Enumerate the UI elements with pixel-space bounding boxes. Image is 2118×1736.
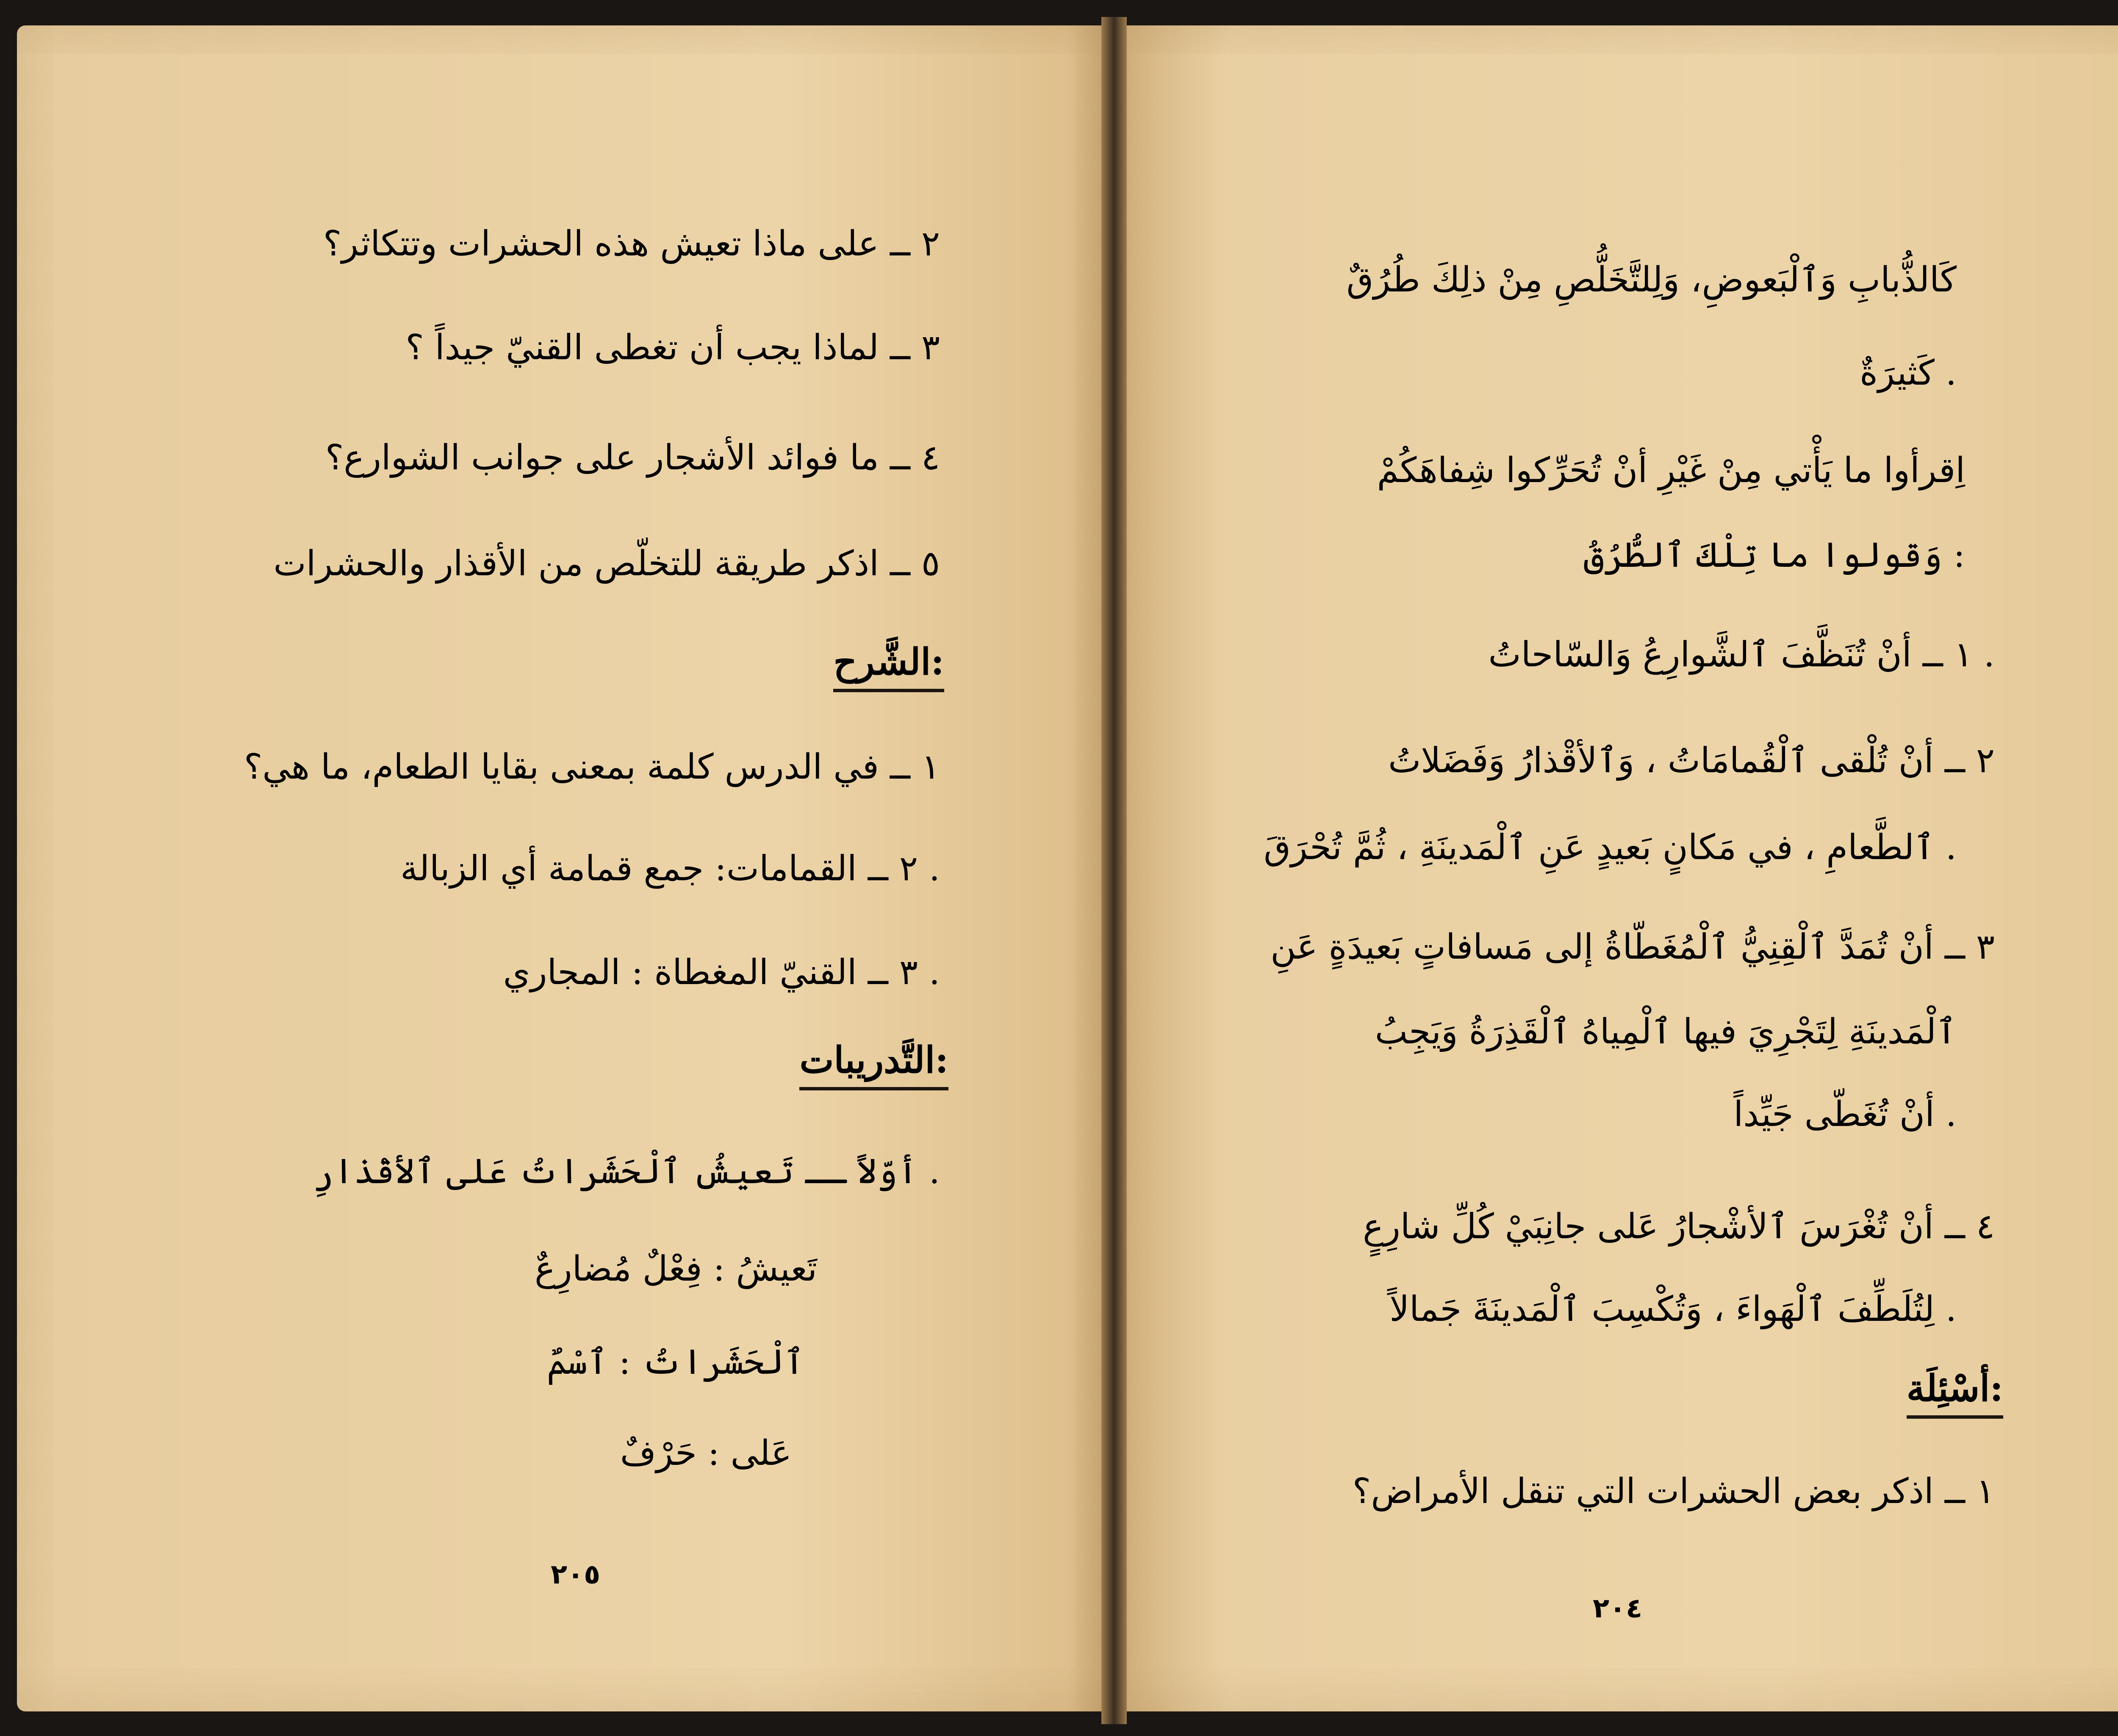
method-3-line-2: ٱلْمَدينَةِ لِتَجْرِيَ فيها ٱلْمِياهُ ٱلْقَذِرَةُ وَيَجِبُ bbox=[1375, 1012, 1957, 1052]
left-question-3: ٣ ــ لماذا يجب أن تغطى القنيّ جيداً ؟ bbox=[405, 327, 940, 368]
right-page-number: ٢٠٤ bbox=[1593, 1593, 1643, 1624]
parsing-line-1: تَعيشُ : فِعْلٌ مُضارِعٌ bbox=[535, 1249, 817, 1289]
method-1: ١ ــ أنْ تُنَظَّفَ ٱلشَّوارِعُ وَالسّاحاتُ . bbox=[1488, 635, 1995, 675]
intro-line-1: كَالذُّبابِ وَٱلْبَعوضِ، وَلِلتَّخَلُّصِ مِنْ ذلِكَ طُرُقٌ bbox=[1346, 260, 1957, 300]
parsing-line-3: عَلى : حَرْفٌ bbox=[620, 1433, 792, 1473]
left-question-2: ٢ ــ على ماذا تعيش هذه الحشرات وتتكاثر؟ bbox=[323, 224, 940, 264]
method-3-line-1: ٣ ــ أنْ تُمَدَّ ٱلْقِنِيُّ ٱلْمُغَطّاةُ إلى مَسافاتٍ بَعيدَةٍ عَنِ bbox=[1270, 927, 1995, 967]
questions-heading: أسْئِلَة: bbox=[1907, 1370, 2003, 1419]
left-page-number: ٢٠٥ bbox=[551, 1559, 601, 1590]
parsing-line-2: ٱلْحَشَراتُ : ٱسْمٌ bbox=[546, 1342, 804, 1382]
method-2-line-2: ٱلطَّعامِ ، في مَكانٍ بَعيدٍ عَنِ ٱلْمَدينَةِ ، ثُمَّ تُحْرَقَ . bbox=[1264, 827, 1957, 868]
method-4-line-1: ٤ ــ أنْ تُغْرَسَ ٱلأشْجارُ عَلى جانِبَيْ كُلِّ شارِعٍ bbox=[1363, 1206, 1995, 1247]
method-2-line-1: ٢ ــ أنْ تُلْقى ٱلْقُمامَاتُ ، وَٱلأقْذارُ وَفَضَلاتُ bbox=[1388, 740, 1995, 781]
left-question-5: ٥ ــ اذكر طريقة للتخلّص من الأقذار والحشرات bbox=[273, 544, 940, 584]
method-3-line-3: أنْ تُغَطّى جَيِّداً . bbox=[1733, 1094, 1957, 1134]
explanation-item-1: ١ ــ في الدرس كلمة بمعنى بقايا الطعام، ما هي؟ bbox=[244, 747, 940, 787]
right-question-1: ١ ــ اذكر بعض الحشرات التي تنقل الأمراض؟ bbox=[1352, 1471, 1995, 1511]
instruction-line-2: وَقولوا ما تِلْكَ ٱلطُّرُقُ : bbox=[1583, 535, 1965, 575]
explanation-item-3: ٣ ــ القنيّ المغطاة : المجاري . bbox=[503, 952, 940, 993]
book-gutter bbox=[1101, 17, 1127, 1724]
method-4-line-2: لِتُلَطِّفَ ٱلْهَواءَ ، وَتُكْسِبَ ٱلْمَدينَةَ جَمالاً . bbox=[1389, 1289, 1957, 1329]
exercises-heading: التَّدريبات: bbox=[799, 1042, 948, 1090]
instruction-line-1: اِقرأوا ما يَأْتي مِنْ غَيْرِ أنْ تُحَرِّكوا شِفاهَكُمْ bbox=[1377, 450, 1965, 491]
left-question-4: ٤ ــ ما فوائد الأشجار على جوانب الشوارع؟ bbox=[325, 438, 940, 478]
explanation-item-2: ٢ ــ القمامات: جمع قمامة أي الزبالة . bbox=[400, 849, 940, 889]
exercise-first: أوّلاً ــ تَعيشُ ٱلْحَشَراتُ عَلى ٱلأقْذارِ . bbox=[313, 1151, 940, 1192]
explanation-heading: الشَّرح: bbox=[833, 644, 944, 692]
intro-line-2: كَثيرَةٌ . bbox=[1860, 353, 1957, 393]
